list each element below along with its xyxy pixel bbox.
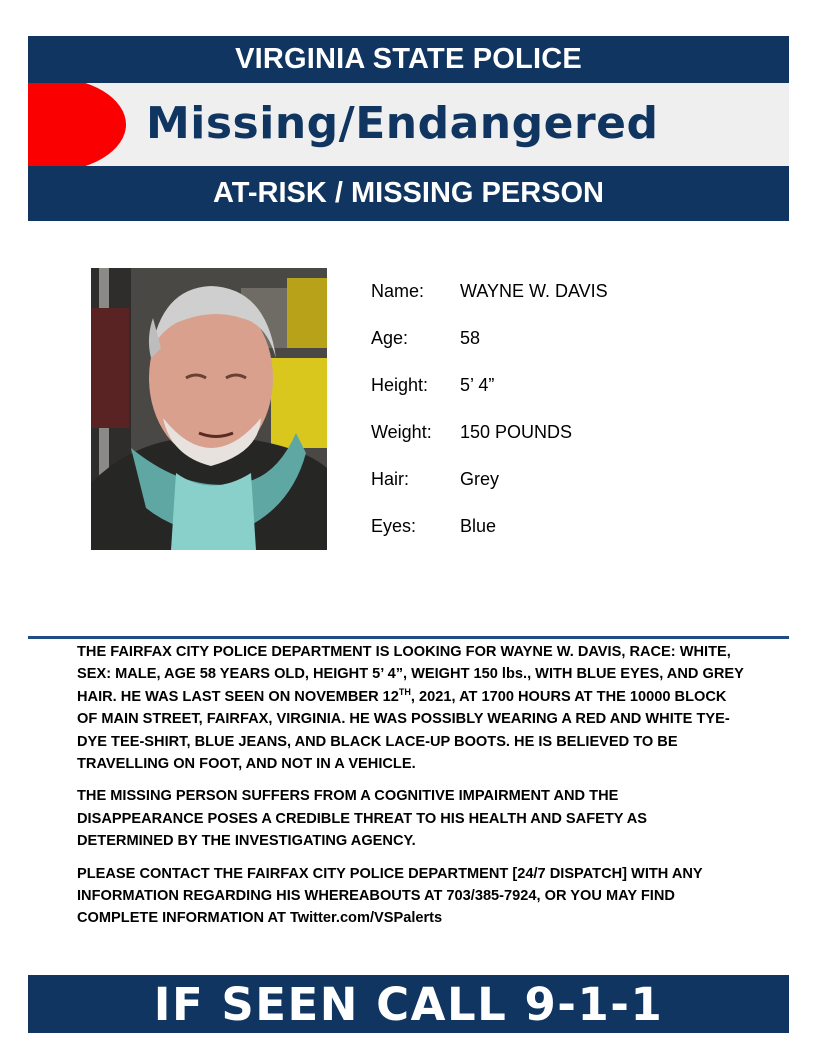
call-to-action: IF SEEN CALL 9-1-1 — [153, 977, 664, 1031]
field-value: 150 POUNDS — [460, 422, 573, 442]
field-label: Hair: — [371, 469, 410, 489]
field-label: Age: — [371, 328, 409, 348]
alert-category: AT-RISK / MISSING PERSON — [212, 177, 604, 209]
field-value: 58 — [460, 328, 481, 348]
description-paragraph-circumstances: THE FAIRFAX CITY POLICE DEPARTMENT IS LOOKING FOR WAYNE W. DAVIS, RACE: WHITE, SEX: MALE, AGE 58 YEARS OLD, HEIGHT 5’ 4”, WEIGHT 150 lbs., WITH BLUE EYES, AND GREY HAIR. HE WAS LAST SEEN ON NOVEMBER 12TH, 2021, AT 1700 HOURS AT THE 10000 BLOCK OF MAIN STREET, FAIRFAX, VIRGINIA. HE WAS POSSIBLY WEARING A RED AND WHITE TYE-DYE TEE-SHIRT, BLUE JEANS, AND BLACK LACE-UP BOOTS. HE IS BELIEVED TO BE TRAVELLING ON FOOT, AND NOT IN A VEHICLE. — [77, 644, 744, 773]
field-label: Name: — [371, 281, 425, 301]
field-value: 5’ 4” — [460, 375, 495, 395]
agency-name: VIRGINIA STATE POLICE — [235, 43, 582, 75]
description-paragraph-risk: THE MISSING PERSON SUFFERS FROM A COGNITIVE IMPAIRMENT AND THE DISAPPEARANCE POSES A CREDIBLE THREAT TO HIS HEALTH AND SAFETY AS DETERMINED BY THE INVESTIGATING AGENCY. — [77, 788, 648, 850]
red-light-graphic — [28, 83, 126, 166]
case-description — [77, 641, 747, 940]
header-category-band — [28, 166, 789, 221]
header-title-band — [28, 83, 789, 166]
header-agency-band — [28, 36, 789, 83]
field-label: Eyes: — [371, 516, 417, 536]
missing-person-photo — [91, 268, 327, 550]
field-label: Weight: — [371, 422, 432, 442]
description-paragraph-contact: PLEASE CONTACT THE FAIRFAX CITY POLICE DEPARTMENT [24/7 DISPATCH] WITH ANY INFORMATION REGARDING HIS WHEREABOUTS AT 703/385-7924, OR YOU MAY FIND COMPLETE INFORMATION AT Twitter.com/VSPalerts — [77, 865, 703, 927]
field-value: Blue — [460, 516, 497, 536]
footer-call-band — [28, 975, 789, 1033]
field-value: WAYNE W. DAVIS — [460, 281, 608, 301]
alert-title: Missing/Endangered — [146, 98, 659, 149]
section-divider — [28, 636, 789, 639]
field-label: Height: — [371, 375, 429, 395]
field-value: Grey — [460, 469, 500, 489]
